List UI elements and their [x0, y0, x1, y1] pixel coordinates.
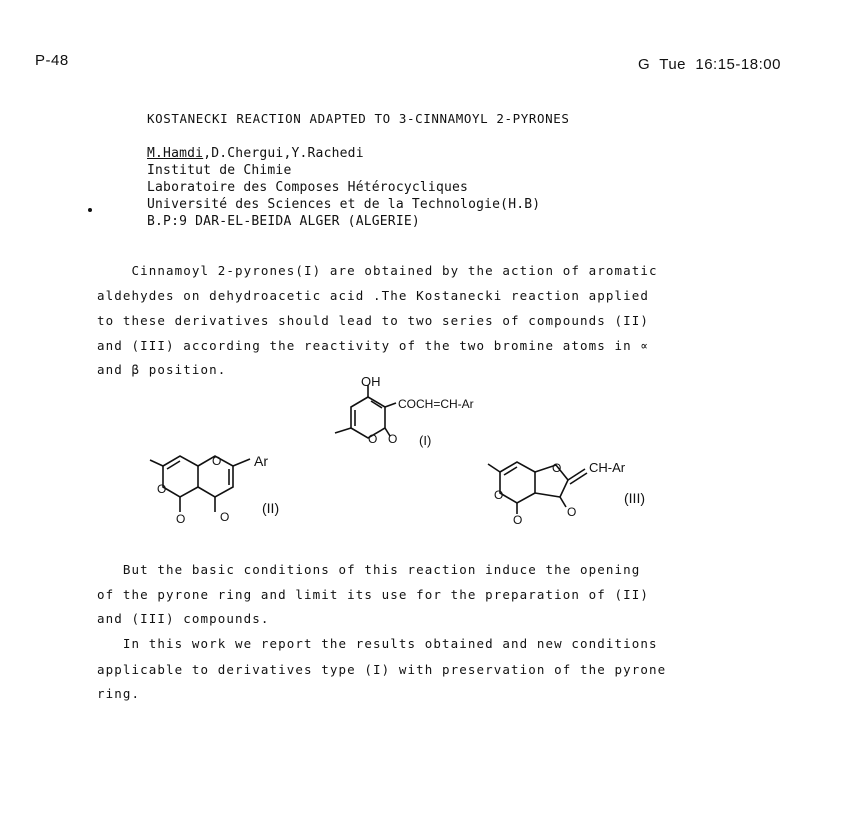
structure-I-label: (I)	[419, 433, 432, 448]
structure-II-ring-o: O	[212, 454, 222, 468]
paragraph-1-line-2: aldehydes on dehydroacetic acid .The Kostanecki reaction applied	[97, 288, 650, 303]
structure-III-chain: CH-Ar	[589, 460, 626, 475]
paragraph-1-line-3: to these derivatives should lead to two series of compounds (II)	[97, 313, 650, 328]
affiliation-line-1: Institut de Chimie	[147, 163, 292, 178]
structure-I-carbonyl-o: O	[388, 432, 398, 446]
structure-I	[335, 385, 396, 438]
structure-II-carbonyl-o-1: O	[176, 512, 186, 526]
structure-III-carbonyl-o-2: O	[567, 505, 577, 519]
structure-II-ar: Ar	[254, 453, 268, 469]
paragraph-1-line-4: and (III) according the reactivity of the two bromine atoms in ∝	[97, 338, 650, 353]
structure-II-lactone-o: O	[157, 482, 167, 496]
structure-II-carbonyl-o-2: O	[220, 510, 230, 524]
paragraph-2-line-1: But the basic conditions of this reaction induce the opening	[97, 562, 641, 577]
affiliation-line-4: B.P:9 DAR-EL-BEIDA ALGER (ALGERIE)	[147, 214, 420, 229]
paragraph-3-line-1: In this work we report the results obtained and new conditions	[97, 636, 658, 651]
structure-III-carbonyl-o-1: O	[513, 513, 523, 527]
affiliation-line-3: Université des Sciences et de la Technologie(H.B)	[147, 197, 541, 212]
structure-III-ring-o: O	[552, 461, 562, 475]
paragraph-1-line-5: and β position.	[97, 362, 227, 377]
paragraph-2-line-2: of the pyrone ring and limit its use for the preparation of (II)	[97, 587, 650, 602]
paragraph-1-line-1: Cinnamoyl 2-pyrones(I) are obtained by the action of aromatic	[97, 263, 658, 278]
paragraph-3-line-3: ring.	[97, 686, 141, 701]
session-time: G Tue 16:15-18:00	[638, 56, 781, 73]
structure-II-label: (II)	[262, 500, 280, 516]
presenting-author: M.Hamdi	[147, 146, 204, 161]
structure-I-chain: COCH=CH-Ar	[398, 397, 474, 411]
affiliation-line-2: Laboratoire des Composes Hétérocycliques	[147, 180, 469, 195]
abstract-code: P-48	[35, 52, 69, 69]
paper-title: KOSTANECKI REACTION ADAPTED TO 3-CINNAMOYL 2-PYRONES	[147, 111, 570, 126]
structure-III-label: (III)	[624, 490, 645, 506]
structure-III-lactone-o: O	[494, 488, 504, 502]
paragraph-2-line-3: and (III) compounds.	[97, 611, 270, 626]
co-authors: ,D.Chergui,Y.Rachedi	[203, 146, 364, 161]
structure-I-ring-o: O	[368, 432, 378, 446]
paragraph-3-line-2: applicable to derivatives type (I) with preservation of the pyrone	[97, 662, 667, 677]
structure-I-oh: OH	[361, 374, 381, 389]
